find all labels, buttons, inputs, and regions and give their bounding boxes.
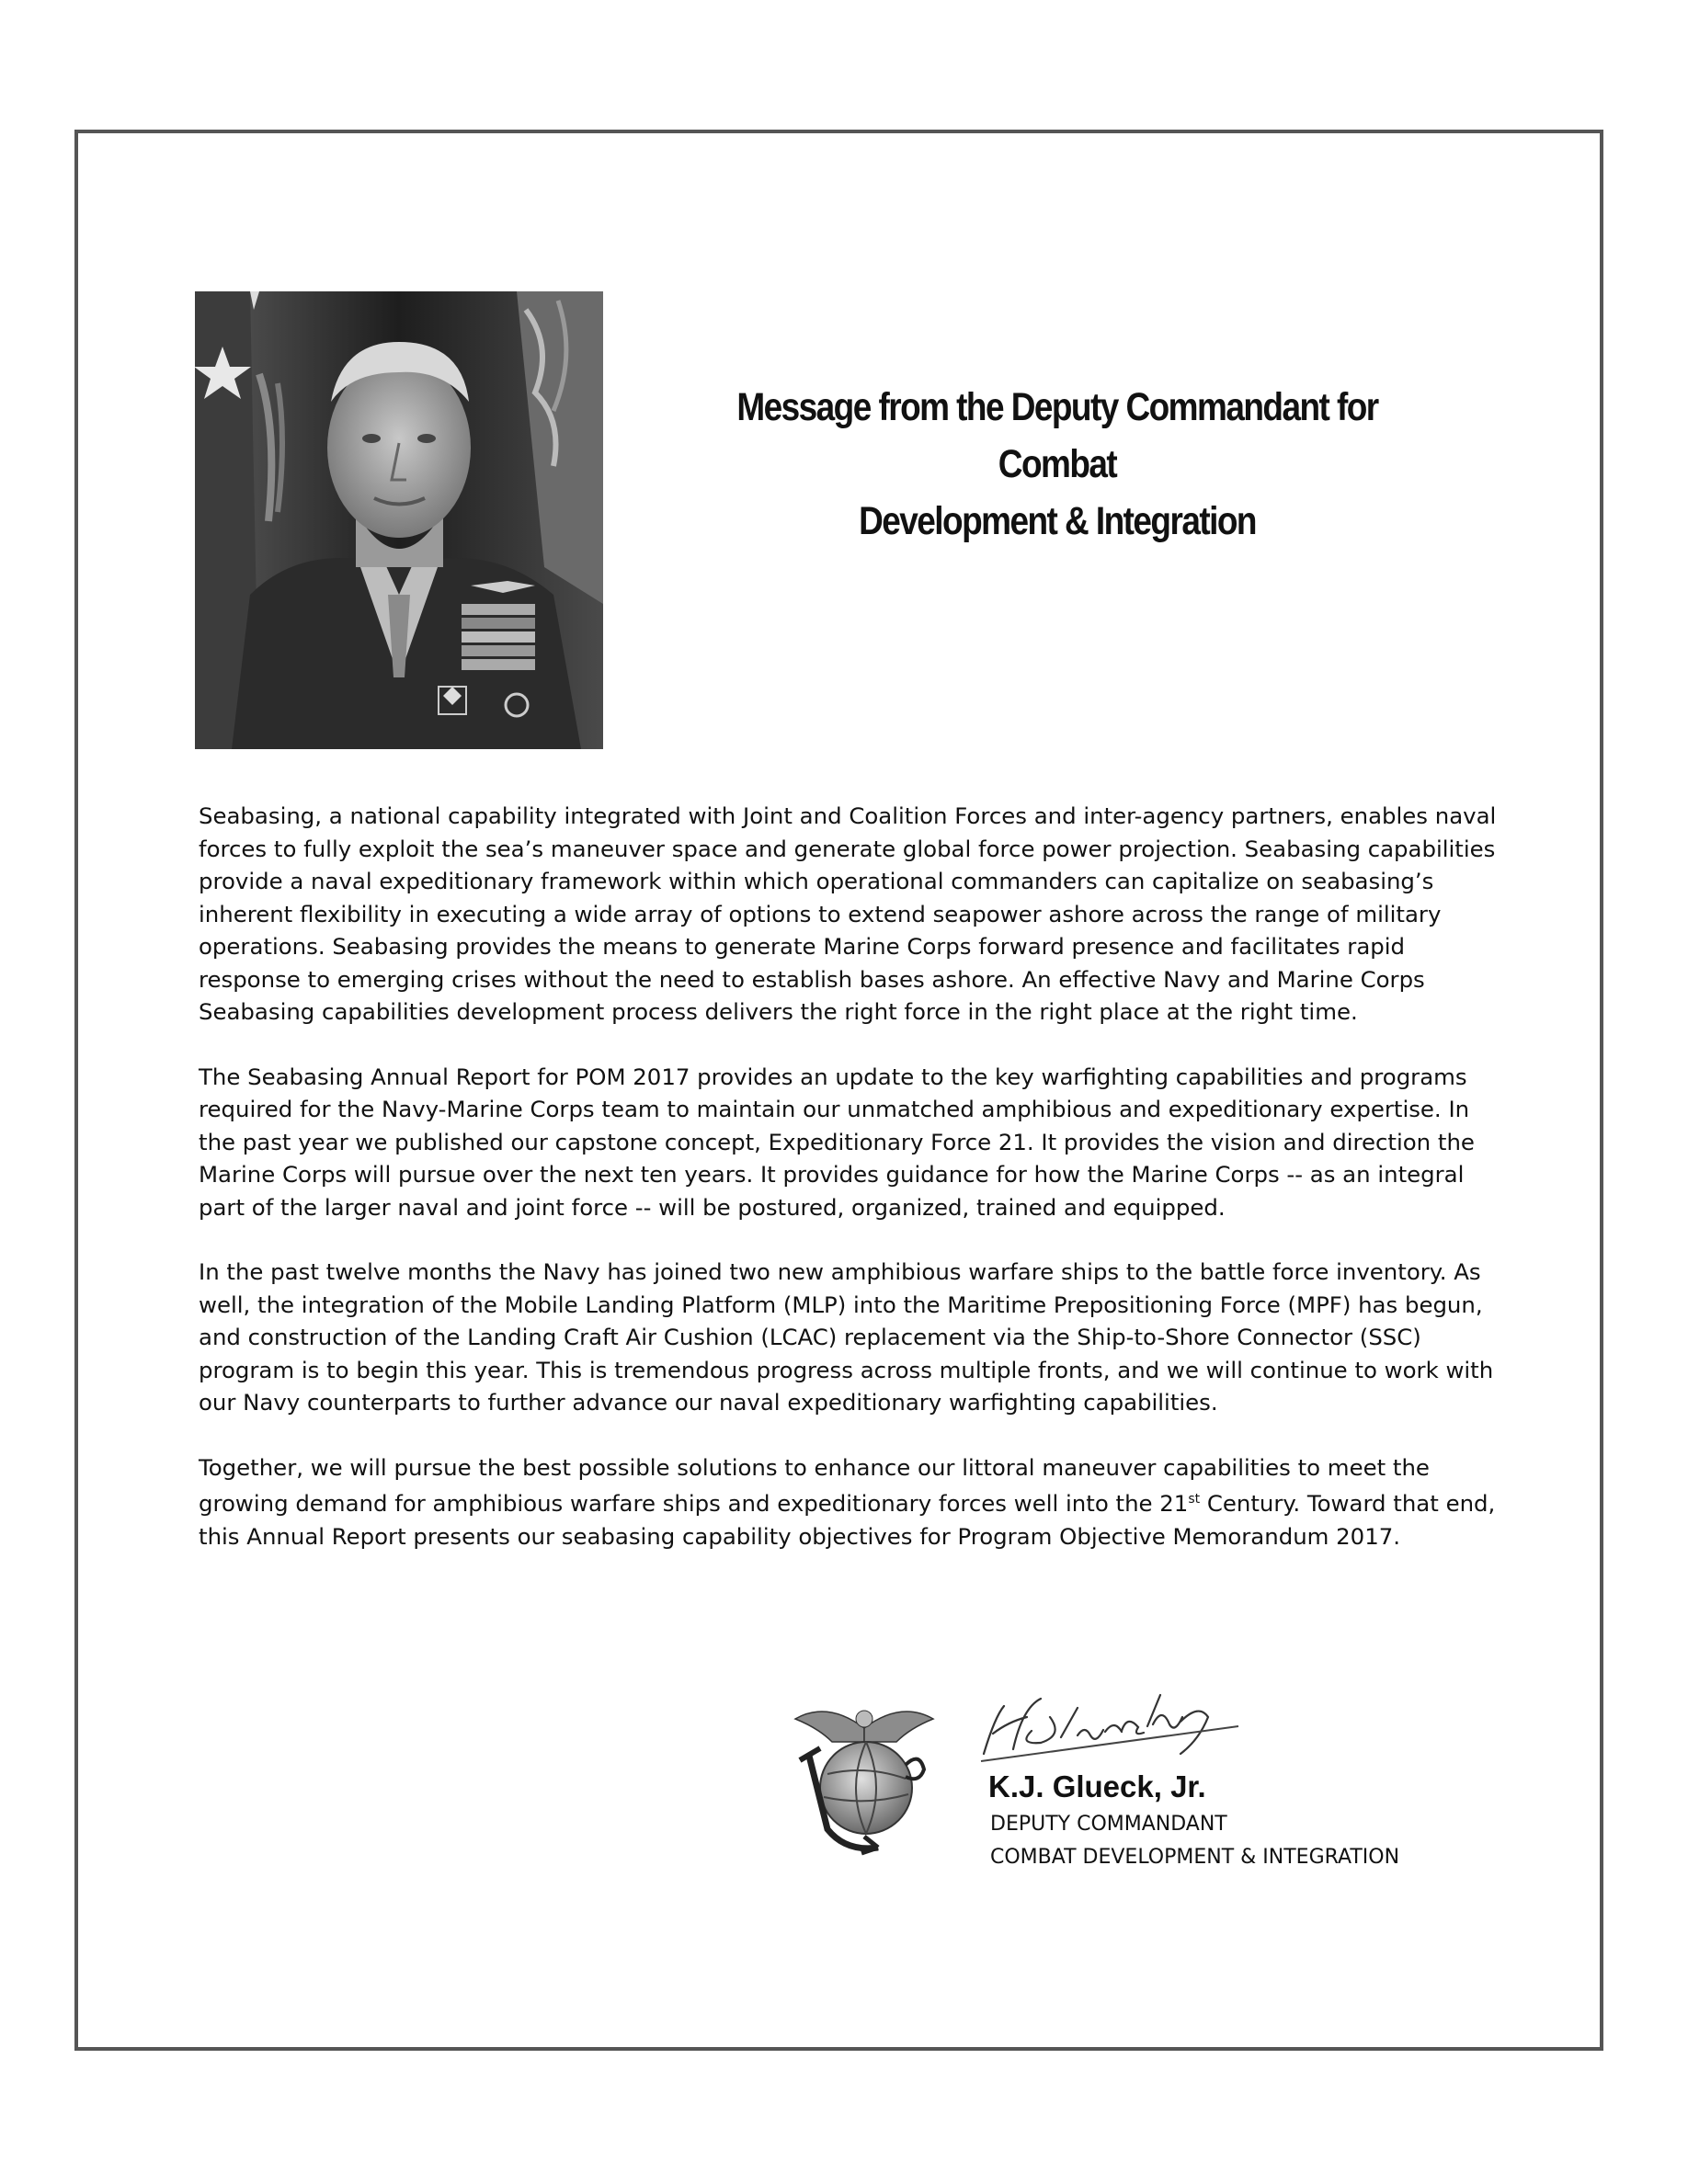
handwritten-signature xyxy=(976,1689,1243,1768)
usmc-emblem-icon xyxy=(791,1691,938,1861)
signatory-title-line-2: COMBAT DEVELOPMENT & INTEGRATION xyxy=(990,1846,1400,1869)
page-title xyxy=(686,379,1429,550)
portrait-image xyxy=(195,291,603,749)
paragraph-4-text-a: Together, we will pursue the best possible solutions to enhance our littoral maneuver capabilities to meet the growing demand for amphibious warfare ships and expeditionary forces well into the 21 xyxy=(199,1453,1430,1518)
message-body xyxy=(199,800,1504,1585)
ordinal-suffix: st xyxy=(1188,1492,1201,1507)
signatory-title-line-1: DEPUTY COMMANDANT xyxy=(990,1813,1227,1836)
signatory-name: K.J. Glueck, Jr. xyxy=(988,1769,1206,1803)
paragraph-3: In the past twelve months the Navy has joined two new amphibious warfare ships to the battle force inventory. As well, the integration of the Mobile Landing Platform (MLP) into the Maritime Prepositioning Force (MPF) has begun, and construction of the Landing Craft Air Cushion (LCAC) replacement via the Ship-to-Shore Connector (SSC) program is to begin this year. This is tremendous progress across multiple fronts, and we will continue to work with our Navy counterparts to further advance our naval expeditionary warfighting capabilities. xyxy=(199,1258,1494,1416)
paragraph-2: The Seabasing Annual Report for POM 2017 provides an update to the key warfighting capabilities and programs required for the Navy-Marine Corps team to maintain our unmatched amphibious and expeditionary expertise. In the past year we published our capstone concept, Expeditionary Force 21. It provides the vision and direction the Marine Corps will pursue over the next ten years. It provides guidance for how the Marine Corps -- as an integral part of the larger naval and joint force -- will be postured, organized, trained and equipped. xyxy=(199,1063,1475,1221)
title-line-2: Development & Integration xyxy=(859,499,1256,543)
official-portrait-photo xyxy=(195,291,603,749)
paragraph-1: Seabasing, a national capability integrated with Joint and Coalition Forces and inter-agency partners, enables naval forces to fully exploit the sea’s maneuver space and generate global force power projection. Seabasing capabilities provide a naval expeditionary framework within which operational commanders can capitalize on seabasing’s inherent flexibility in executing a wide array of options to extend seapower ashore across the range of military operations. Seabasing provides the means to generate Marine Corps forward presence and facilitates rapid response to emerging crises without the need to establish bases ashore. An effective Navy and Marine Corps Seabasing capabilities development process delivers the right force in the right place at the right time. xyxy=(199,802,1497,1025)
title-line-1: Message from the Deputy Commandant for Combat xyxy=(736,385,1378,486)
paragraph-4-text-b: Century. Toward that end, this Annual Report presents our seabasing capability objectives for Program Objective Memorandum 2017. xyxy=(199,1490,1496,1550)
paragraph-4 xyxy=(199,1451,1504,1553)
